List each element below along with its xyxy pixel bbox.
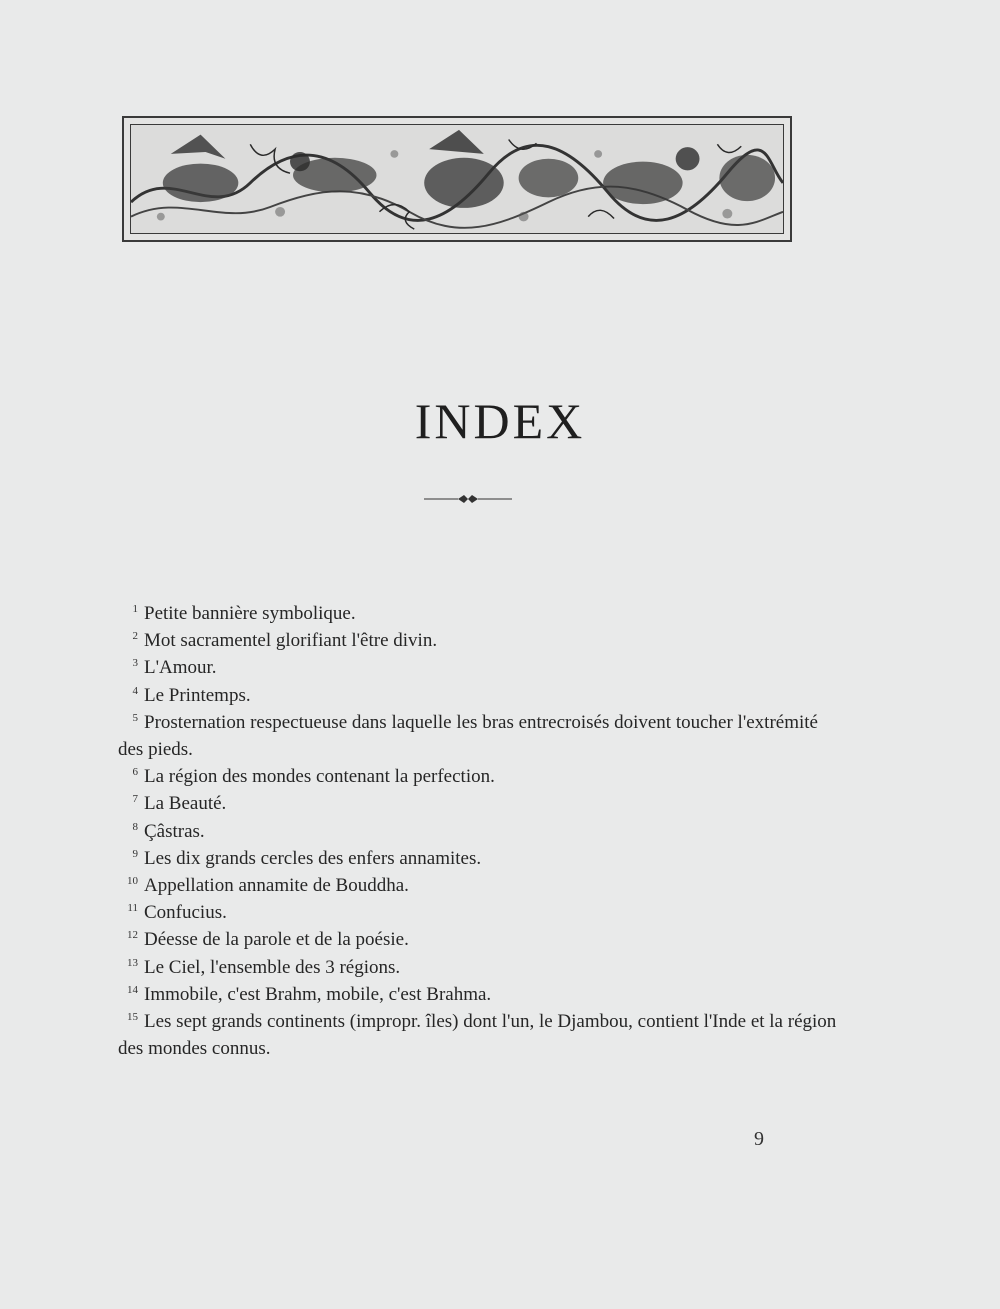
index-entry bbox=[118, 845, 838, 872]
entry-text: Les dix grands cercles des enfers annamites. bbox=[144, 847, 482, 869]
footnote-number: 7 bbox=[132, 793, 138, 806]
entry-text: La région des mondes contenant la perfection. bbox=[144, 766, 495, 788]
footnote-number: 14 bbox=[127, 983, 138, 996]
index-entry bbox=[118, 1008, 838, 1062]
index-entry bbox=[118, 981, 838, 1008]
index-entries bbox=[118, 600, 838, 1062]
entry-text: Le Ciel, l'ensemble des 3 régions. bbox=[144, 956, 401, 978]
title-divider-ornament bbox=[424, 489, 512, 509]
entry-text: Mot sacramentel glorifiant l'être divin. bbox=[144, 630, 438, 652]
entry-text: Les sept grands continents (impropr. îles) dont l'un, le Djambou, contient l'Inde et la région des mondes connus. bbox=[118, 1011, 837, 1060]
index-entry bbox=[118, 682, 838, 709]
footnote-number: 13 bbox=[127, 956, 138, 969]
entry-text: Appellation annamite de Bouddha. bbox=[144, 875, 409, 897]
entry-text: La Beauté. bbox=[144, 793, 227, 815]
index-entry bbox=[118, 926, 838, 953]
entry-text: Çâstras. bbox=[144, 820, 205, 842]
footnote-number: 8 bbox=[132, 820, 138, 833]
index-entry bbox=[118, 627, 838, 654]
index-entry bbox=[118, 709, 838, 763]
entry-text: L'Amour. bbox=[144, 657, 217, 679]
index-entry bbox=[118, 818, 838, 845]
entry-text: Le Printemps. bbox=[144, 684, 251, 706]
entry-text: Petite bannière symbolique. bbox=[144, 603, 356, 624]
entry-text: Confucius. bbox=[144, 902, 227, 924]
footnote-number: 12 bbox=[127, 929, 138, 942]
page-number: 9 bbox=[754, 1128, 764, 1150]
footnote-number: 10 bbox=[127, 875, 138, 888]
page-title: INDEX bbox=[414, 393, 586, 449]
footnote-number: 11 bbox=[127, 902, 138, 915]
footnote-number: 4 bbox=[132, 684, 138, 697]
footnote-number: 9 bbox=[132, 847, 138, 860]
index-entry bbox=[118, 763, 838, 790]
index-entry bbox=[118, 899, 838, 926]
footnote-number: 15 bbox=[127, 1011, 138, 1024]
index-entry bbox=[118, 600, 838, 627]
footnote-number: 1 bbox=[132, 603, 138, 615]
decorative-banner bbox=[122, 116, 792, 242]
index-entry bbox=[118, 954, 838, 981]
index-entry bbox=[118, 790, 838, 817]
entry-text: Prosternation respectueuse dans laquelle les bras entrecroisés doivent toucher l'extrémité des pieds. bbox=[118, 711, 818, 761]
ornamental-frieze-image bbox=[131, 125, 783, 233]
entry-text: Déesse de la parole et de la poésie. bbox=[144, 929, 409, 951]
footnote-number: 2 bbox=[132, 630, 138, 643]
footnote-number: 5 bbox=[132, 711, 138, 724]
entry-text: Immobile, c'est Brahm, mobile, c'est Brahma. bbox=[144, 983, 492, 1005]
footnote-number: 6 bbox=[132, 766, 138, 779]
footnote-number: 3 bbox=[132, 657, 138, 670]
index-entry bbox=[118, 654, 838, 681]
index-entry bbox=[118, 872, 838, 899]
